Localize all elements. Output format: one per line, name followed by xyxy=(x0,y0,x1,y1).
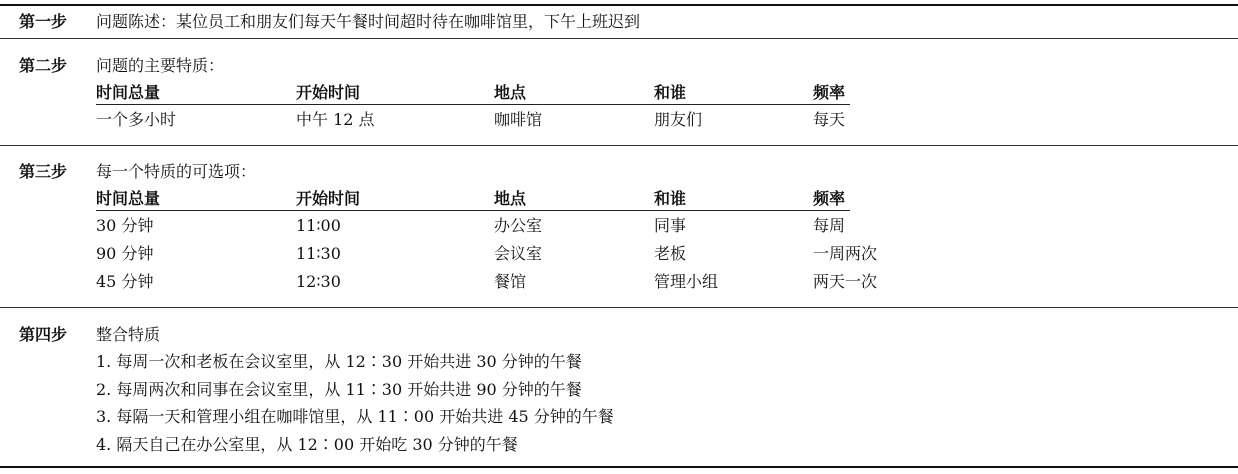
col-header-with-whom: 和谁 xyxy=(654,83,687,102)
step4-label: 第四步 xyxy=(19,325,68,344)
table-cell: 45 分钟 xyxy=(96,272,154,291)
table-cell: 朋友们 xyxy=(654,110,703,129)
step3-intro: 每一个特质的可选项： xyxy=(96,162,257,181)
col-header-with-whom: 和谁 xyxy=(654,189,687,208)
table-cell: 90 分钟 xyxy=(96,244,154,263)
list-item: 2. 每周两次和同事在会议室里，从 11∶30 开始共进 90 分钟的午餐 xyxy=(96,380,582,399)
table-cell: 30 分钟 xyxy=(96,216,154,235)
col-header-duration: 时间总量 xyxy=(96,83,161,102)
table-header-rule xyxy=(96,104,850,105)
col-header-location: 地点 xyxy=(494,189,527,208)
col-header-location: 地点 xyxy=(494,83,527,102)
col-header-duration: 时间总量 xyxy=(96,189,161,208)
table-header-rule xyxy=(96,210,850,211)
list-item: 3. 每隔一天和管理小组在咖啡馆里，从 11∶00 开始共进 45 分钟的午餐 xyxy=(96,407,614,426)
table-cell: 一个多小时 xyxy=(96,110,177,129)
step2-intro: 问题的主要特质： xyxy=(96,56,225,75)
table-cell: 办公室 xyxy=(494,216,543,235)
table-cell: 12∶30 xyxy=(296,272,341,291)
step4-intro: 整合特质 xyxy=(96,325,161,344)
table-cell: 11∶00 xyxy=(296,216,341,235)
col-header-frequency: 频率 xyxy=(813,189,846,208)
table-cell: 11∶30 xyxy=(296,244,341,263)
table-cell: 老板 xyxy=(654,244,687,263)
col-header-start-time: 开始时间 xyxy=(296,83,361,102)
problem-statement: 问题陈述：某位员工和朋友们每天午餐时间超时待在咖啡馆里，下午上班迟到 xyxy=(96,12,641,31)
table-cell: 中午 12 点 xyxy=(296,110,375,129)
top-rule xyxy=(0,4,1238,6)
divider-3 xyxy=(0,307,1238,308)
table-cell: 咖啡馆 xyxy=(494,110,543,129)
step2-label: 第二步 xyxy=(19,56,68,75)
list-item: 1. 每周一次和老板在会议室里，从 12∶30 开始共进 30 分钟的午餐 xyxy=(96,352,582,371)
table-cell: 两天一次 xyxy=(813,272,878,291)
list-item: 4. 隔天自己在办公室里，从 12∶00 开始吃 30 分钟的午餐 xyxy=(96,435,518,454)
table-cell: 每周 xyxy=(813,216,846,235)
bottom-rule xyxy=(0,466,1238,468)
divider-2 xyxy=(0,145,1238,146)
col-header-start-time: 开始时间 xyxy=(296,189,361,208)
step1-label: 第一步 xyxy=(19,12,68,31)
table-cell: 管理小组 xyxy=(654,272,719,291)
divider-1 xyxy=(0,38,1238,39)
table-cell: 会议室 xyxy=(494,244,543,263)
table-cell: 一周两次 xyxy=(813,244,878,263)
col-header-frequency: 频率 xyxy=(813,83,846,102)
table-cell: 同事 xyxy=(654,216,687,235)
table-cell: 餐馆 xyxy=(494,272,527,291)
step3-label: 第三步 xyxy=(19,162,68,181)
table-cell: 每天 xyxy=(813,110,846,129)
